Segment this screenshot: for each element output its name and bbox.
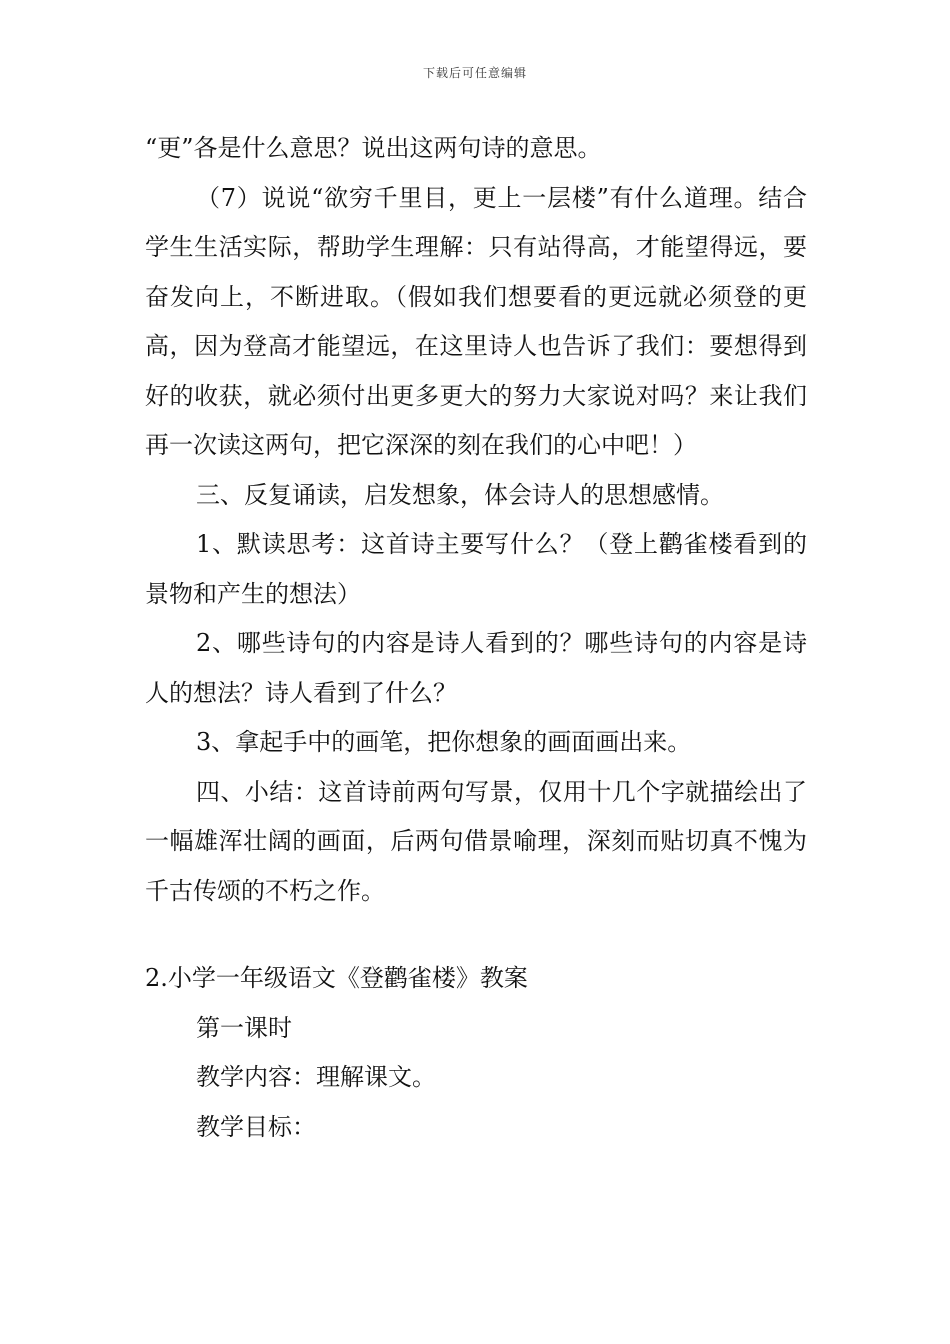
section-summary-four: 四、小结：这首诗前两句写景，仅用十几个字就描绘出了一幅雄浑壮阔的画面，后两句借景喻理，深刻而贴切真不愧为千古传颂的不朽之作。 <box>145 777 807 905</box>
teaching-goals: 教学目标： <box>196 1112 316 1141</box>
list-item-1: 1、默读思考：这首诗主要写什么？（登上鹳雀楼看到的景物和产生的想法） <box>145 530 807 608</box>
paragraph-step-7: （7）说说“欲穷千里目，更上一层楼”有什么道理。结合学生生活实际，帮助学生理解：只有站得高，才能望得远，要奋发向上，不断进取。（假如我们想要看的更远就必须登的更高，因为登高才能望远，在这里诗人也告诉了我们：要想得到好的收获，就必须付出更多更大的努力大家说对吗？来让我们再一次读这两句，把它深深的刻在我们的心中吧！） <box>145 183 807 459</box>
section-spacer <box>145 916 807 954</box>
section-heading-three: 三、反复诵读，启发想象，体会诗人的思想感情。 <box>196 480 724 509</box>
list-item-2: 2、哪些诗句的内容是诗人看到的？哪些诗句的内容是诗人的想法？诗人看到了什么？ <box>145 629 807 707</box>
document-body <box>145 124 807 1152</box>
teaching-content: 教学内容：理解课文。 <box>196 1063 436 1091</box>
page-header: 下载后可任意编辑 <box>422 66 527 80</box>
lesson-period: 第一课时 <box>196 1013 292 1042</box>
section-2-title: 2.小学一年级语文《登鹳雀楼》教案 <box>145 964 528 992</box>
paragraph-continuation: “更”各是什么意思？说出这两句诗的意思。 <box>145 134 602 162</box>
list-item-3: 3、拿起手中的画笔，把你想象的画面画出来。 <box>196 728 692 756</box>
